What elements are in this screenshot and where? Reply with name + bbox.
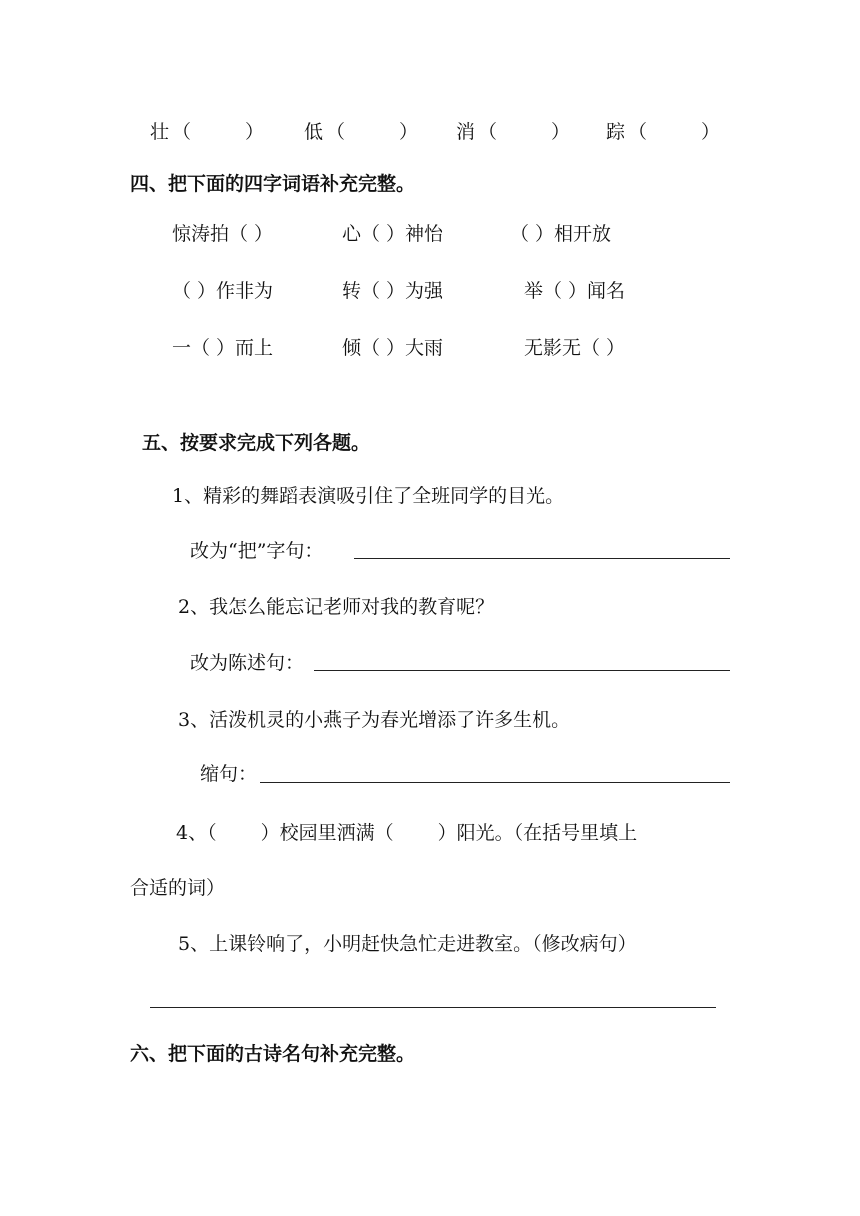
question-3-text: 3、活泼机灵的小燕子为春光增添了许多生机。 [178,709,571,731]
question-2-answer-line[interactable] [314,670,730,671]
idiom-item[interactable]: 心（ ）神怡 [342,223,444,245]
question-1-text: 1、精彩的舞蹈表演吸引住了全班同学的目光。 [172,485,565,507]
idiom-item[interactable]: 倾（ ）大雨 [342,337,444,359]
question-2-text: 2、我怎么能忘记老师对我的教育呢？ [178,596,495,618]
question-3-prompt: 缩句： [200,763,258,785]
question-3-answer-line[interactable] [260,782,730,783]
antonym-blank[interactable]: （ ） [628,121,721,143]
antonym-char: 壮 [150,121,170,143]
question-2-prompt: 改为陈述句： [190,652,305,674]
antonym-blank[interactable]: （ ） [478,121,571,143]
idiom-item[interactable]: （ ）相开放 [510,223,612,245]
question-4-text[interactable]: 4、（ ）校园里洒满（ ）阳光。（在括号里填上 [176,822,638,844]
section-4-heading: 四、把下面的四字词语补充完整。 [130,173,416,195]
question-1-prompt: 改为“把”字句： [190,540,324,562]
antonym-char: 低 [304,121,324,143]
question-5-answer-line[interactable] [150,1007,716,1008]
antonym-char: 消 [456,121,476,143]
question-1-answer-line[interactable] [354,558,730,559]
idiom-item[interactable]: 转（ ）为强 [342,280,444,302]
section-6-heading: 六、把下面的古诗名句补充完整。 [130,1043,416,1065]
section-5-heading: 五、按要求完成下列各题。 [142,432,371,454]
idiom-item[interactable]: 举（ ）闻名 [524,280,626,302]
question-5-text: 5、上课铃响了，小明赶快急忙走进教室。（修改病句） [178,933,637,955]
idiom-item[interactable]: 无影无（ ） [524,337,626,359]
antonym-char: 踪 [606,121,626,143]
idiom-item[interactable]: （ ）作非为 [172,280,274,302]
idiom-item[interactable]: 一（ ）而上 [172,337,274,359]
antonym-blank[interactable]: （ ） [326,121,419,143]
question-4-text-continued: 合适的词） [130,877,226,899]
antonym-blank[interactable]: （ ） [172,121,265,143]
idiom-item[interactable]: 惊涛拍（ ） [172,223,274,245]
